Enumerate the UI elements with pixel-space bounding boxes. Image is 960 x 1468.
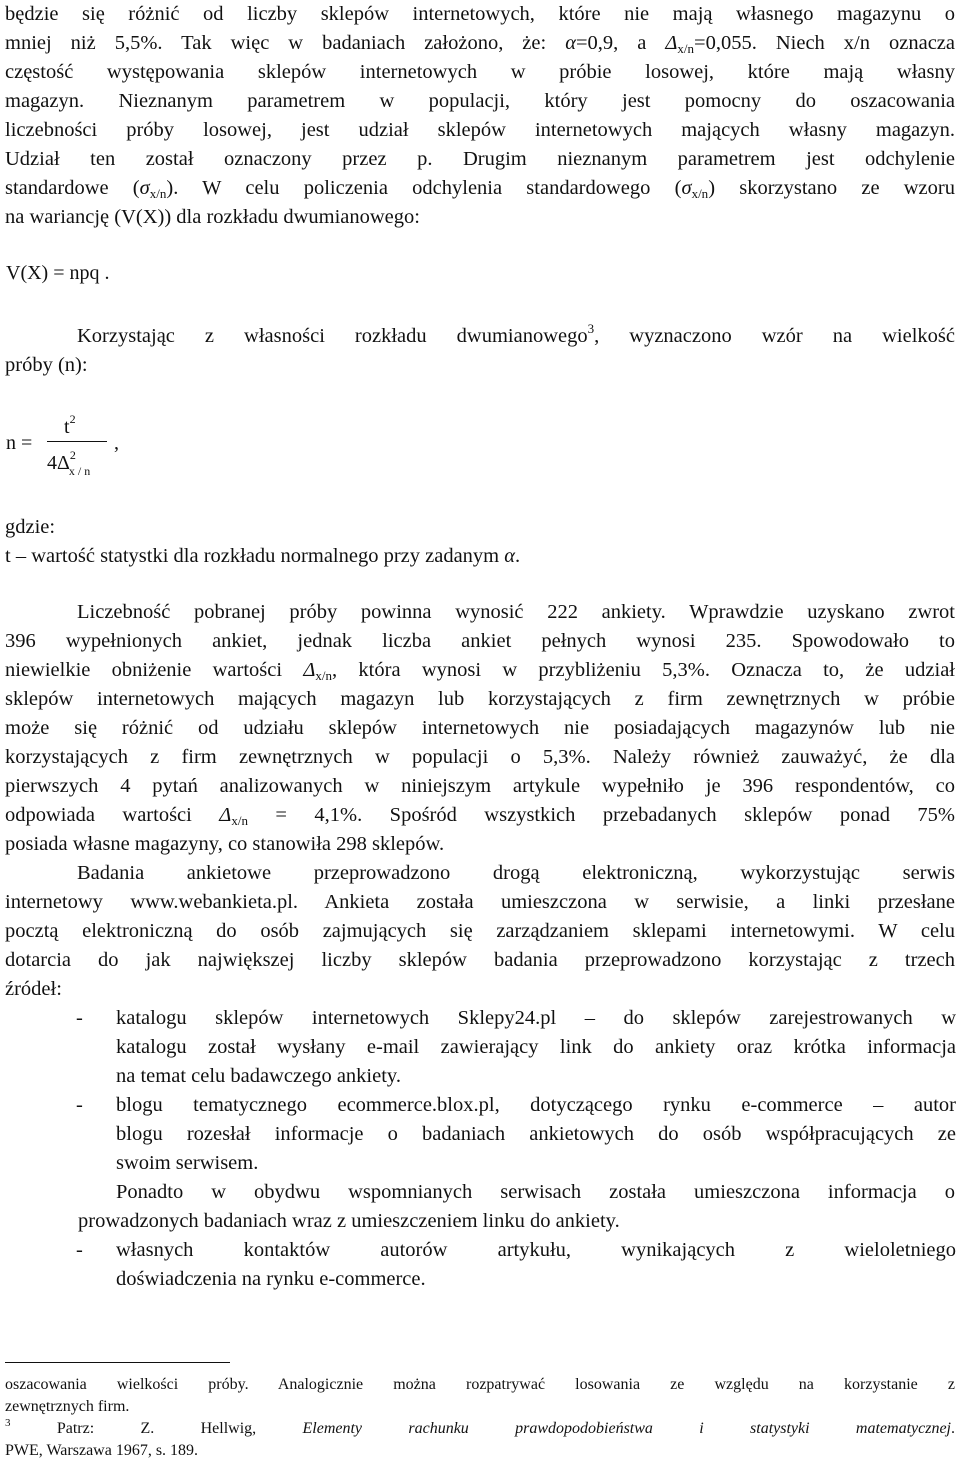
footnote-3: $^3$ Patrz: Z. Hellwig, Elementy rachunku prawdopodobieństwa i statystyki matematycznej. PWE, Warszawa 1967, s. 189. xyxy=(5,1417,955,1459)
text-line: pocztą elektroniczną do osób zajmujących się zarządzaniem sklepami internetowymi. W celu xyxy=(5,920,955,942)
text-line: pierwszych 4 pytań analizowanych w niniejszym artykule wypełniło je 396 respondentów, co xyxy=(5,775,955,797)
formula-denominator: $4\Delta^2_{x / n}$ xyxy=(47,448,91,478)
alpha-symbol: α xyxy=(504,545,516,567)
text-line: odpowiada wartości $\Delta_{x/n} = 4,1\%$. Spośród wszystkich przebadanych sklepów ponad 75% xyxy=(5,804,955,828)
text-line: sklepów internetowych mających magazyn lub korzystających z firm zewnętrznych w próbie xyxy=(5,688,955,710)
formula-numerator: $t^2$ xyxy=(64,412,76,438)
text-line: niewielkie obniżenie wartości $\Delta_{x/n}$, która wynosi w przybliżeniu 5,3%. Oznacza to, że udział xyxy=(5,659,955,683)
alpha-symbol: α xyxy=(565,32,576,54)
text-line: Liczebność pobranej próby powinna wynosić 222 ankiety. Wprawdzie uzyskano zwrot xyxy=(77,601,955,623)
formula-lhs: n = xyxy=(6,432,33,454)
delta-symbol: Δ xyxy=(665,32,678,54)
footnote-continuation: oszacowania wielkości próby. Analogicznie można rozpatrywać losowania ze względu na korzystanie z zewnętrznych firm. xyxy=(5,1376,955,1415)
variance-formula: V(X) = npq . xyxy=(6,262,110,284)
text-line: dotarcia do jak największej liczby sklepów badania przeprowadzono korzystając z trzech xyxy=(5,949,955,971)
text-line: może się różnić od udziału sklepów internetowych nie posiadających magazynów lub nie xyxy=(5,717,955,739)
where-label: gdzie: xyxy=(5,516,56,538)
text-line: $^3$ Patrz: Z. Hellwig, Elementy rachunku prawdopodobieństwa i statystyki matematycznej. xyxy=(5,1417,955,1437)
sample-paragraph xyxy=(5,598,955,859)
text-line: Badania ankietowe przeprowadzono drogą elektroniczną, wykorzystując serwis xyxy=(77,862,955,884)
footnote-ref: 3 xyxy=(587,321,595,336)
text-line: mniej niż 5,5%. Tak więc w badaniach założono, że: α=0,9, a $\Delta_{x/n}=0,055$. Niech x/n oznacza xyxy=(5,32,955,56)
text-line: częstość występowania sklepów internetowych w próbie losowej, które mają własny xyxy=(5,61,955,83)
ponadto-paragraph: Ponadto w obydwu wspomnianych serwisach została umieszczona informacja o prowadzonych badaniach wraz z umieszczeniem linku do ankiety. xyxy=(78,1181,955,1232)
text-line: na wariancję (V(X)) dla rozkładu dwumianowego: xyxy=(5,206,420,228)
formula-comma: , xyxy=(114,432,119,454)
where-block xyxy=(5,513,955,571)
text-line: standardowe $(\sigma_{x/n})$. W celu policzenia odchylenia standardowego $(\sigma_{x/n})$ skorzystano ze wzoru xyxy=(5,177,955,201)
sigma-symbol: σ xyxy=(139,177,150,199)
text-line: źródeł: xyxy=(5,978,62,1000)
sigma-symbol: σ xyxy=(681,177,692,199)
binomial-paragraph xyxy=(5,322,955,380)
text-line: liczebności próby losowej, jest udział sklepów internetowych mających własny magazyn. xyxy=(5,119,955,141)
text-line: Udział ten został oznaczony przez p. Drugim nieznanym parametrem jest odchylenie xyxy=(5,148,955,170)
intro-paragraph xyxy=(5,0,955,232)
text-line: t – wartość statystki dla rozkładu normalnego przy zadanym α. xyxy=(5,545,521,567)
text-line: Korzystając z własności rozkładu dwumianowego$^3$, wyznaczono wzór na wielkość xyxy=(77,321,956,347)
fraction-bar xyxy=(47,441,107,442)
text-line: będzie się różnić od liczby sklepów internetowych, które nie mają własnego magazynu o xyxy=(5,3,955,25)
text-line: próby (n): xyxy=(5,354,88,376)
text-line: posiada własne magazyny, co stanowiła 298 sklepów. xyxy=(5,833,445,855)
text-line: internetowy www.webankieta.pl. Ankieta została umieszczona w serwisie, a linki przesłane xyxy=(5,891,955,913)
text-line: magazyn. Nieznanym parametrem w populacji, który jest pomocny do oszacowania xyxy=(5,90,955,112)
text-line: 396 wypełnionych ankiet, jednak liczba ankiet pełnych wynosi 235. Spowodowało to xyxy=(5,630,955,652)
footnote-separator xyxy=(5,1362,230,1363)
text-line: korzystających z firm zewnętrznych w populacji o 5,3%. Należy również zauważyć, że dla xyxy=(5,746,955,768)
survey-paragraph xyxy=(5,859,955,1004)
